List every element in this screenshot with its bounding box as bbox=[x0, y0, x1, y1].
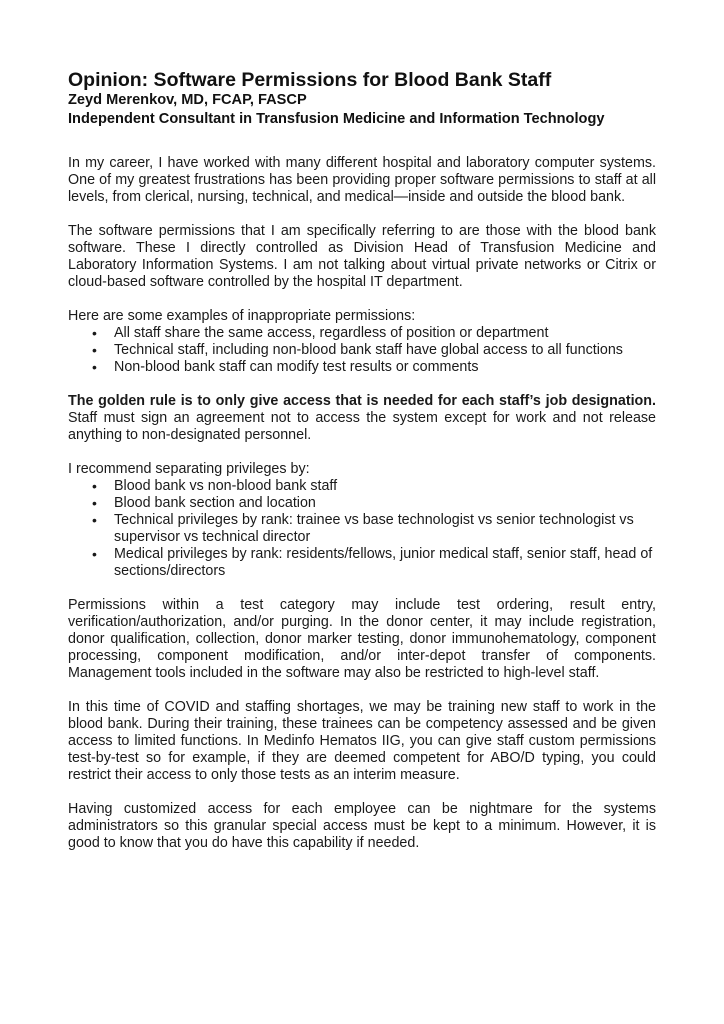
golden-rule-detail: Staff must sign an agreement not to access the system except for work and not release anything to non-designated personnel. bbox=[68, 410, 656, 443]
list-item-text: All staff share the same access, regardless of position or department bbox=[114, 325, 549, 341]
list-item-text: Blood bank vs non-blood bank staff bbox=[114, 478, 338, 494]
list-item-text: Non-blood bank staff can modify test results or comments bbox=[114, 359, 479, 375]
paragraph-software-scope: The software permissions that I am specifically referring to are those with the blood bank software. These I directly controlled as Division Head of Transfusion Medicine and Laboratory Information Systems. I am not talking about virtual private networks or Citrix or cloud-based software controlled by the hospital IT department. bbox=[68, 223, 656, 290]
list-item bbox=[68, 546, 656, 580]
author-name: Zeyd Merenkov, MD, FCAP, FASCP bbox=[68, 92, 307, 108]
inappropriate-permissions-intro: Here are some examples of inappropriate permissions: bbox=[68, 308, 416, 324]
list-item bbox=[68, 359, 656, 376]
list-item bbox=[68, 478, 656, 495]
document-page bbox=[68, 69, 656, 869]
paragraph-golden-rule bbox=[68, 393, 656, 444]
bullet-icon: • bbox=[92, 512, 97, 528]
paragraph-test-category-permissions: Permissions within a test category may include test ordering, result entry, verification/authorization, and/or purging. In the donor center, it may include registration, donor qualification, collection, donor marker testing, donor immunohematology, component processing, component modification, and/or inter-depot transfer of components. Management tools included in the software may also be restricted to high-level staff. bbox=[68, 597, 656, 681]
list-item-text: Blood bank section and location bbox=[114, 495, 316, 511]
list-item-text: Technical privileges by rank: trainee vs base technologist vs senior technologist vs supervisor vs technical director bbox=[114, 512, 634, 545]
list-item-text: Technical staff, including non-blood bank staff have global access to all functions bbox=[114, 342, 623, 358]
bullet-icon: • bbox=[92, 546, 97, 562]
document-title: Opinion: Software Permissions for Blood Bank Staff bbox=[68, 69, 552, 91]
bullet-icon: • bbox=[92, 325, 97, 341]
list-item bbox=[68, 495, 656, 512]
paragraph-customized-access: Having customized access for each employee can be nightmare for the systems administrators so this granular special access must be kept to a minimum. However, it is good to know that you do have this capability if needed. bbox=[68, 801, 656, 851]
article-body bbox=[68, 155, 656, 852]
paragraph-career: In my career, I have worked with many different hospital and laboratory computer systems. One of my greatest frustrations has been providing proper software permissions to staff at all levels, from clerical, nursing, technical, and medical—inside and outside the blood bank. bbox=[68, 155, 656, 205]
bullet-icon: • bbox=[92, 478, 97, 494]
paragraph-covid-training: In this time of COVID and staffing shortages, we may be training new staff to work in the blood bank. During their training, these trainees can be competency assessed and be given access to limited functions. In Medinfo Hematos IIG, you can give staff custom permissions test-by-test so for example, if they are deemed competent for ABO/D typing, you could restrict their access to only those tests as an interim measure. bbox=[68, 699, 656, 783]
list-item-text: Medical privileges by rank: residents/fellows, junior medical staff, senior staff, head of sections/directors bbox=[114, 546, 653, 579]
bullet-icon: • bbox=[92, 342, 97, 358]
bullet-icon: • bbox=[92, 359, 97, 375]
list-item bbox=[68, 325, 656, 342]
inappropriate-permissions-list bbox=[68, 325, 656, 376]
list-item bbox=[68, 512, 656, 546]
author-affiliation: Independent Consultant in Transfusion Medicine and Information Technology bbox=[68, 111, 605, 127]
bullet-icon: • bbox=[92, 495, 97, 511]
separating-privileges-list bbox=[68, 478, 656, 580]
golden-rule-emphasis: The golden rule is to only give access that is needed for each staff’s job designation. bbox=[68, 393, 656, 409]
separating-privileges-intro: I recommend separating privileges by: bbox=[68, 461, 310, 477]
list-item bbox=[68, 342, 656, 359]
